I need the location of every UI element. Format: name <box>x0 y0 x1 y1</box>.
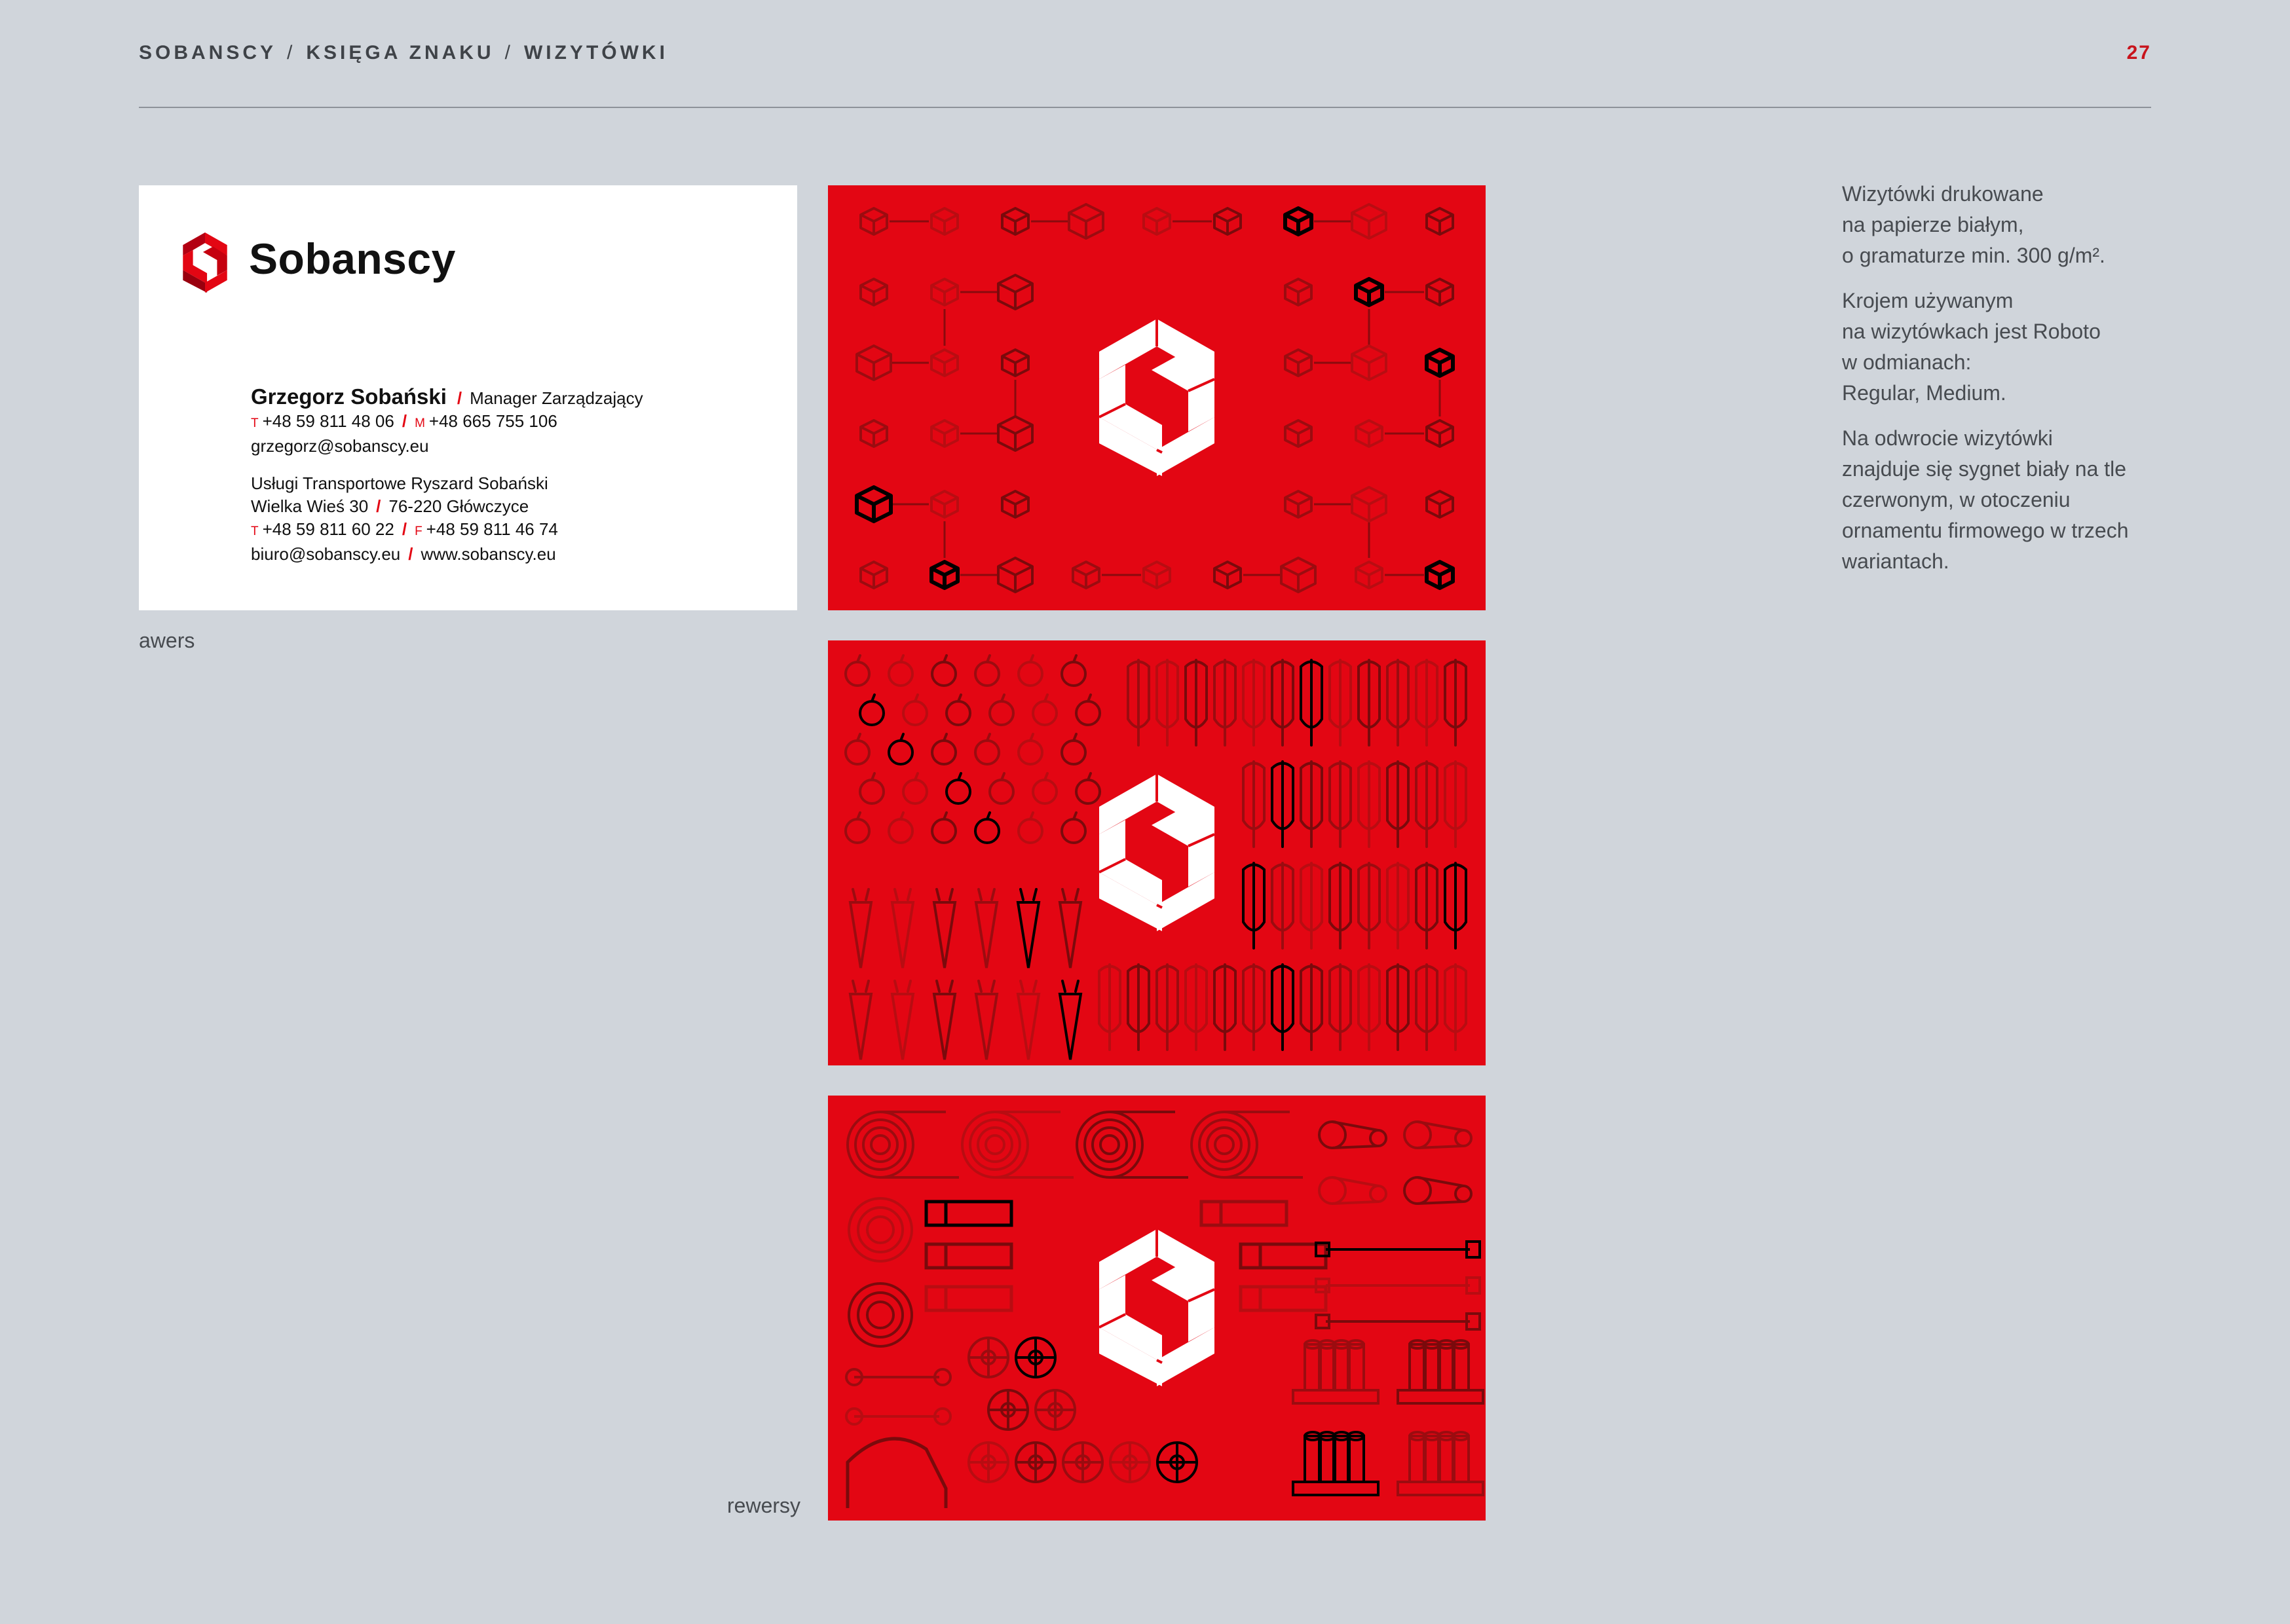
gear-icon <box>969 1443 1008 1482</box>
pallet-icon <box>1293 1432 1378 1495</box>
sobanscy-logo-icon <box>182 232 228 293</box>
breadcrumb-item: KSIĘGA ZNAKU <box>306 42 495 64</box>
cube-icon <box>1427 208 1453 234</box>
apple-icon <box>1062 734 1085 764</box>
caption-back: rewersy <box>727 1494 801 1517</box>
carrot-icon <box>1060 889 1081 968</box>
wheat-icon <box>1330 660 1351 745</box>
note-paragraph: Wizytówki drukowane na papierze białym, o gramaturze min. 300 g/m². <box>1842 182 2105 267</box>
beam-icon <box>926 1287 1011 1310</box>
bale-icon <box>848 1112 959 1177</box>
wheat-icon <box>1416 863 1437 948</box>
gear-icon <box>969 1338 1008 1377</box>
gear-icon <box>1016 1443 1055 1482</box>
carrot-icon <box>976 981 997 1060</box>
wheat-icon <box>1330 863 1351 948</box>
cube-icon <box>861 562 887 588</box>
cube-icon <box>1285 420 1311 447</box>
apple-icon <box>990 773 1013 803</box>
cube-icon <box>931 562 958 588</box>
apple-icon <box>1019 655 1042 686</box>
wheat-icon <box>1301 965 1322 1050</box>
cube-icon <box>1352 487 1386 521</box>
company-phone-label: T <box>251 525 259 538</box>
apple-icon <box>846 813 869 843</box>
wheat-icon <box>1387 863 1408 948</box>
cube-icon <box>1214 208 1241 234</box>
wheat-icon <box>1445 863 1466 948</box>
cube-icon <box>1352 204 1386 238</box>
wheat-icon <box>1445 660 1466 745</box>
wheat-icon <box>1272 660 1293 745</box>
pulley-icon <box>1319 1177 1386 1204</box>
beam-icon <box>926 1202 1011 1225</box>
apple-icon <box>903 695 927 725</box>
wheat-icon <box>1416 660 1437 745</box>
wrench-icon <box>846 1369 950 1385</box>
mobile-number: +48 665 755 106 <box>428 411 557 431</box>
bale-icon <box>1192 1112 1303 1177</box>
pulley-icon <box>1404 1177 1471 1204</box>
pallet-icon <box>1293 1340 1378 1403</box>
cube-icon <box>1356 279 1382 305</box>
carrot-icon <box>892 889 913 968</box>
cube-icon <box>1073 562 1099 588</box>
description-notes <box>1842 179 2156 591</box>
cube-icon <box>1352 346 1386 380</box>
apple-icon <box>846 734 869 764</box>
cube-icon <box>1427 350 1453 376</box>
disc-icon <box>849 1198 912 1261</box>
gear-icon <box>1016 1338 1055 1377</box>
apple-icon <box>947 695 970 725</box>
wheat-icon <box>1243 660 1264 745</box>
cube-icon <box>1281 558 1315 592</box>
bale-icon <box>1077 1112 1188 1177</box>
cube-icon <box>1285 491 1311 517</box>
wheat-icon <box>1243 863 1264 948</box>
beam-icon <box>926 1244 1011 1268</box>
wheat-icon <box>1387 660 1408 745</box>
breadcrumb-item: WIZYTÓWKI <box>523 42 668 64</box>
wheat-icon <box>1301 863 1322 948</box>
business-card-back-produce <box>828 640 1486 1065</box>
separator: / <box>402 519 407 539</box>
cube-icon <box>857 487 891 521</box>
apple-icon <box>975 813 999 843</box>
fender-icon <box>848 1439 946 1508</box>
cube-icon <box>1356 420 1382 447</box>
signet-icon <box>1099 1229 1214 1386</box>
apple-icon <box>975 655 999 686</box>
company-name: Usługi Transportowe Ryszard Sobański <box>251 473 548 493</box>
company-phone: +48 59 811 60 22 <box>262 519 394 539</box>
address-city: 76-220 Główczyce <box>388 496 529 516</box>
company-email: biuro@sobanscy.eu <box>251 544 401 564</box>
cube-icon <box>931 350 958 376</box>
wheat-icon <box>1416 762 1437 847</box>
business-card-front <box>139 185 797 610</box>
carrot-icon <box>1060 981 1081 1060</box>
brand-name: Sobanscy <box>249 234 456 283</box>
cube-icon <box>1002 350 1028 376</box>
wheat-icon <box>1387 762 1408 847</box>
wheat-icon <box>1445 762 1466 847</box>
apple-icon <box>1033 695 1057 725</box>
signet-icon <box>1099 319 1214 476</box>
apple-icon <box>1062 813 1085 843</box>
cube-icon <box>998 558 1032 592</box>
apple-icon <box>932 734 956 764</box>
apple-icon <box>1076 695 1100 725</box>
fax-number: +48 59 811 46 74 <box>426 519 558 539</box>
gear-icon <box>1063 1443 1102 1482</box>
wheat-icon <box>1243 965 1264 1050</box>
cube-icon <box>1427 420 1453 447</box>
carrot-icon <box>1018 981 1039 1060</box>
wheat-icon <box>1243 762 1264 847</box>
separator: / <box>376 496 381 516</box>
pallet-icon <box>1398 1432 1483 1495</box>
wrench-icon <box>846 1409 950 1424</box>
wheat-icon <box>1272 965 1293 1050</box>
shaft-icon <box>1316 1314 1480 1329</box>
cube-icon <box>861 420 887 447</box>
pallet-icon <box>1398 1340 1483 1403</box>
wheat-icon <box>1157 965 1178 1050</box>
separator: / <box>402 411 407 431</box>
mobile-label: M <box>415 416 425 430</box>
wheat-icon <box>1272 762 1293 847</box>
apple-icon <box>1076 773 1100 803</box>
apple-icon <box>947 773 970 803</box>
cube-icon <box>1285 350 1311 376</box>
apple-icon <box>1033 773 1057 803</box>
cube-icon <box>998 275 1032 309</box>
cube-icon <box>857 346 891 380</box>
wheat-icon <box>1359 660 1380 745</box>
fax-label: F <box>415 525 422 538</box>
gear-icon <box>1157 1443 1197 1482</box>
wheat-icon <box>1186 660 1207 745</box>
cube-icon <box>1285 208 1311 234</box>
beam-icon <box>1201 1202 1286 1225</box>
wheat-icon <box>1445 965 1466 1050</box>
wheat-icon <box>1387 965 1408 1050</box>
contact-block <box>251 385 643 566</box>
cube-icon <box>861 279 887 305</box>
beam-icon <box>1241 1287 1326 1310</box>
carrot-icon <box>976 889 997 968</box>
wheat-icon <box>1186 965 1207 1050</box>
cube-icon <box>1427 279 1453 305</box>
pulley-icon <box>1319 1122 1386 1148</box>
apple-icon <box>860 695 884 725</box>
cube-icon <box>931 279 958 305</box>
person-role: Manager Zarządzający <box>470 388 643 408</box>
carrot-icon <box>1018 889 1039 968</box>
separator: / <box>457 388 462 408</box>
breadcrumb-separator: / <box>504 42 514 64</box>
cube-icon <box>861 208 887 234</box>
wheat-icon <box>1099 965 1120 1050</box>
cube-icon <box>998 416 1032 451</box>
apple-icon <box>990 695 1013 725</box>
apple-icon <box>889 813 912 843</box>
wheat-icon <box>1330 762 1351 847</box>
wheat-icon <box>1416 965 1437 1050</box>
carrot-icon <box>934 889 955 968</box>
breadcrumb-separator: / <box>287 42 296 64</box>
apple-icon <box>975 734 999 764</box>
signet-icon <box>1099 774 1214 931</box>
wheat-icon <box>1359 762 1380 847</box>
carrot-icon <box>850 981 871 1060</box>
cube-icon <box>1427 562 1453 588</box>
cube-icon <box>1144 208 1170 234</box>
cube-icon <box>1002 208 1028 234</box>
apple-icon <box>903 773 927 803</box>
cube-icon <box>1002 491 1028 517</box>
page-number: 27 <box>2126 42 2151 64</box>
carrot-icon <box>850 889 871 968</box>
cube-icon <box>931 420 958 447</box>
breadcrumb <box>139 42 668 64</box>
wheat-icon <box>1128 965 1149 1050</box>
gear-icon <box>1110 1443 1150 1482</box>
phone-number: +48 59 811 48 06 <box>262 411 394 431</box>
carrot-icon <box>892 981 913 1060</box>
cube-icon <box>1144 562 1170 588</box>
shaft-icon <box>1316 1242 1480 1257</box>
separator: / <box>408 544 413 564</box>
cube-icon <box>931 491 958 517</box>
wheat-icon <box>1214 965 1235 1050</box>
apple-icon <box>932 655 956 686</box>
gear-icon <box>988 1390 1028 1430</box>
apple-icon <box>846 655 869 686</box>
cube-icon <box>1427 491 1453 517</box>
cube-icon <box>1285 279 1311 305</box>
wheat-icon <box>1128 660 1149 745</box>
apple-icon <box>860 773 884 803</box>
header-divider <box>139 107 2151 108</box>
disc-icon <box>849 1283 912 1346</box>
gear-icon <box>1036 1390 1075 1430</box>
bale-icon <box>962 1112 1074 1177</box>
wheat-icon <box>1330 965 1351 1050</box>
wheat-icon <box>1359 863 1380 948</box>
breadcrumb-item: SOBANSCY <box>139 42 277 64</box>
apple-icon <box>1062 655 1085 686</box>
shaft-icon <box>1316 1278 1480 1293</box>
wheat-icon <box>1301 660 1322 745</box>
wheat-icon <box>1359 965 1380 1050</box>
person-name: Grzegorz Sobański <box>251 384 447 409</box>
apple-icon <box>932 813 956 843</box>
note-paragraph: Na odwrocie wizytówki znajduje się sygnet biały na tle czerwonym, w otoczeniu ornamentu firmowego w trzech wariantach. <box>1842 426 2129 573</box>
apple-icon <box>1019 813 1042 843</box>
apple-icon <box>1019 734 1042 764</box>
note-paragraph: Krojem używanym na wizytówkach jest Roboto w odmianach: Regular, Medium. <box>1842 289 2101 405</box>
wheat-icon <box>1214 660 1235 745</box>
cube-icon <box>1356 562 1382 588</box>
carrot-icon <box>934 981 955 1060</box>
business-card-back-industrial <box>828 1096 1486 1521</box>
beam-icon <box>1241 1244 1326 1268</box>
pulley-icon <box>1404 1122 1471 1148</box>
cube-icon <box>931 208 958 234</box>
phone-label: T <box>251 416 259 430</box>
website: www.sobanscy.eu <box>421 544 556 564</box>
wheat-icon <box>1157 660 1178 745</box>
cube-icon <box>1214 562 1241 588</box>
wheat-icon <box>1272 863 1293 948</box>
wheat-icon <box>1301 762 1322 847</box>
caption-front: awers <box>139 629 195 652</box>
address-street: Wielka Wieś 30 <box>251 496 369 516</box>
apple-icon <box>889 655 912 686</box>
cube-icon <box>1069 204 1103 238</box>
apple-icon <box>889 734 912 764</box>
business-card-back-cubes <box>828 185 1486 610</box>
person-email: grzegorz@sobanscy.eu <box>251 436 429 456</box>
